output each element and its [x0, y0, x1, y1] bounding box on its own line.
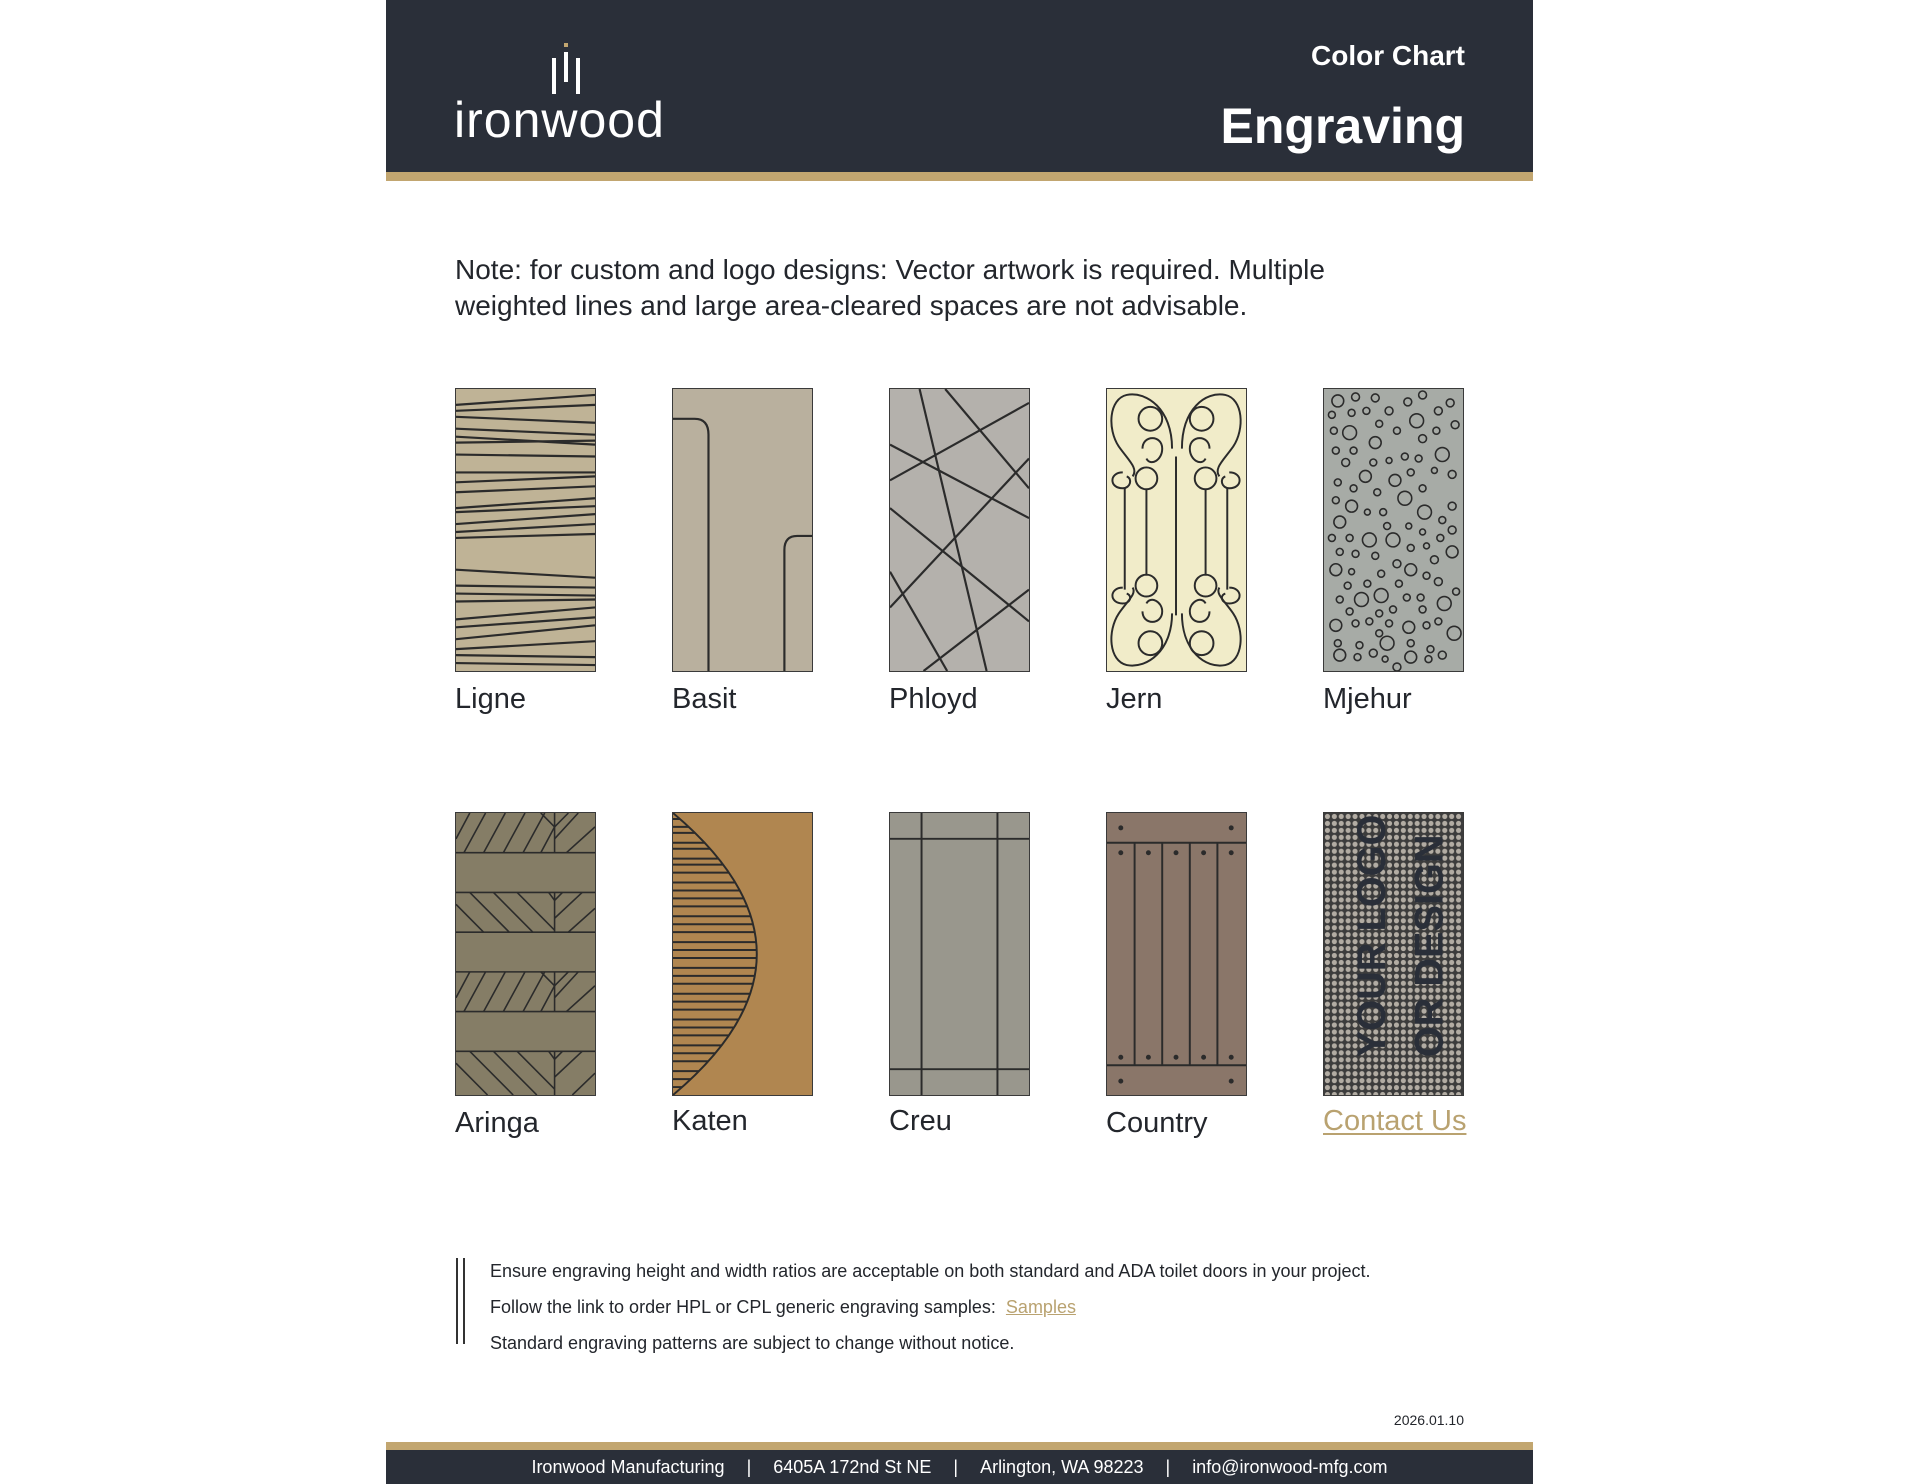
- header-subtitle: Color Chart: [1311, 40, 1465, 71]
- footer-city: Arlington, WA 98223: [980, 1457, 1144, 1477]
- footnote-change-notice: Standard engraving patterns are subject to change without notice.: [490, 1333, 1015, 1353]
- ironwood-logo: [454, 40, 694, 150]
- svg-text:YOUR LOGO: YOUR LOGO: [1350, 814, 1395, 1058]
- pattern-label-creu: Creu: [889, 1105, 952, 1137]
- page-title: Engraving: [1220, 98, 1465, 154]
- pattern-swatch-ligne: [455, 388, 596, 672]
- pattern-swatch-aringa: [455, 812, 596, 1096]
- color-chart-page: [386, 0, 1533, 1484]
- pattern-swatch-phloyd: [889, 388, 1030, 672]
- pattern-label-basit: Basit: [672, 683, 737, 715]
- footer-bar: [386, 1450, 1533, 1484]
- footer-company: Ironwood Manufacturing: [531, 1457, 725, 1477]
- contact-us-link[interactable]: Contact Us: [1323, 1105, 1467, 1137]
- footer-accent-bar: [386, 1442, 1533, 1450]
- pattern-swatch-country: [1106, 812, 1247, 1096]
- pattern-swatch-basit: [672, 388, 813, 672]
- header-banner: [386, 0, 1533, 172]
- footer-separator: |: [1165, 1457, 1171, 1477]
- pattern-label-ligne: Ligne: [455, 683, 526, 715]
- revision-date: 2026.01.10: [1393, 1412, 1464, 1428]
- pattern-label-country: Country: [1106, 1107, 1208, 1139]
- custom-logo-swatch: [1323, 812, 1464, 1096]
- footnote-divider: [456, 1258, 466, 1344]
- header-accent-bar: [386, 172, 1533, 181]
- footer-separator: |: [953, 1457, 959, 1477]
- logo-mark-icon: [546, 40, 586, 96]
- pattern-swatch-mjehur: [1323, 388, 1464, 672]
- pattern-label-phloyd: Phloyd: [889, 683, 978, 715]
- pattern-label-katen: Katen: [672, 1105, 748, 1137]
- footnote-samples-text: Follow the link to order HPL or CPL generic engraving samples:: [490, 1297, 996, 1317]
- footer-separator: |: [746, 1457, 752, 1477]
- pattern-label-aringa: Aringa: [455, 1107, 539, 1139]
- samples-link[interactable]: Samples: [1005, 1297, 1076, 1317]
- logo-wordmark: ironwood: [454, 92, 665, 148]
- footnote-ratio: Ensure engraving height and width ratios are acceptable on both standard and ADA toilet doors in your project.: [490, 1261, 1371, 1281]
- pattern-swatch-jern: [1106, 388, 1247, 672]
- footer-address: 6405A 172nd St NE: [773, 1457, 932, 1477]
- pattern-swatch-katen: [672, 812, 813, 1096]
- design-note: Note: for custom and logo designs: Vector artwork is required. Multiple weighted lines and large area-cleared spaces are not advisable.: [455, 254, 1325, 321]
- pattern-swatch-creu: [889, 812, 1030, 1096]
- footer-email[interactable]: info@ironwood-mfg.com: [1192, 1457, 1388, 1477]
- footnote-samples: [490, 1296, 1076, 1318]
- pattern-label-mjehur: Mjehur: [1323, 683, 1412, 715]
- svg-text:OR DESIGN: OR DESIGN: [1407, 834, 1452, 1058]
- pattern-label-jern: Jern: [1106, 683, 1163, 715]
